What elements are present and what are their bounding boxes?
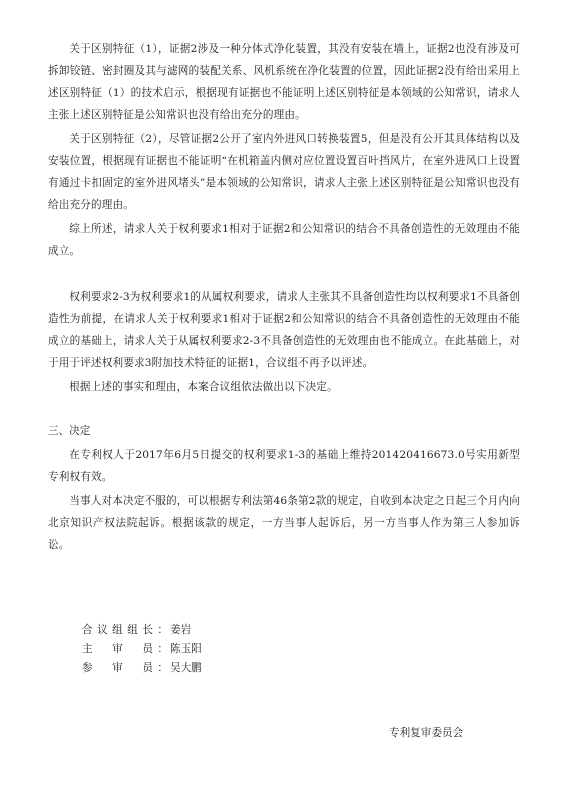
paragraph-distinguishing-feature-1: 关于区别特征（1），证据2涉及一种分体式净化装置，其没有安装在墙上，证据2也没有涉及可拆卸铰链、密封圈及其与滤网的装配关系、风机系统在净化装置的位置，因此证据2没有给出采用上述区别特征（1）的技术启示，根据现有证据也不能证明上述区别特征是本领域的公知常识，请求人主张上述区别特征是公知常识也没有给出充分的理由。 bbox=[48, 43, 520, 121]
panel-role-label: 合议组组长： bbox=[82, 624, 168, 636]
section-heading-decision: 三、决定 bbox=[48, 425, 91, 437]
paragraph-summary-claim-1: 综上所述，请求人关于权利要求1相对于证据2和公知常识的结合不具备创造性的无效理由不能成立。 bbox=[48, 223, 520, 257]
paragraph-decision-basis: 根据上述的事实和理由，本案合议组依法做出以下决定。 bbox=[69, 381, 338, 393]
panel-member-row bbox=[82, 640, 202, 659]
panel-member-name: 姜岩 bbox=[170, 624, 192, 636]
paragraph-decision-maintain: 在专利权人于2017年6月5日提交的权利要求1-3的基础上维持201420416673.0号实用新型专利权有效。 bbox=[48, 449, 520, 483]
panel-member-name: 吴大鹏 bbox=[170, 662, 202, 674]
document-body bbox=[48, 38, 520, 556]
paragraph-appeal-notice: 当事人对本决定不服的，可以根据专利法第46条第2款的规定，自收到本决定之日起三个月内向北京知识产权法院起诉。根据该款的规定，一方当事人起诉后，另一方当事人作为第三人参加诉讼。 bbox=[48, 495, 520, 551]
panel-role-label: 参 审 员： bbox=[82, 662, 168, 674]
paragraph-dependent-claims: 权利要求2-3为权利要求1的从属权利要求，请求人主张其不具备创造性均以权利要求1不具备创造性为前提，在请求人关于权利要求1相对于证据2和公知常识的结合不具备创造性的无效理由不能成立的基础上，请求人关于从属权利要求2-3不具备创造性的无效理由也不能成立。在此基础上，对于用于评述权利要求3附加技术特征的证据1，合议组不再予以评述。 bbox=[48, 291, 520, 369]
paragraph-distinguishing-feature-2: 关于区别特征（2），尽管证据2公开了室内外进风口转换装置5，但是没有公开其具体结构以及安装位置，根据现有证据也不能证明“在机箱盖内侧对应位置设置百叶挡风片，在室外进风口上设置有通过卡扣固定的室外进风堵头”是本领域的公知常识，请求人主张上述区别特征是公知常识也没有给出充分的理由。 bbox=[48, 133, 520, 211]
issuing-organization: 专利复审委员会 bbox=[389, 727, 464, 739]
panel-member-row bbox=[82, 621, 202, 640]
panel-members bbox=[82, 621, 202, 678]
panel-role-label: 主 审 员： bbox=[82, 643, 168, 655]
panel-member-row bbox=[82, 659, 202, 678]
panel-member-name: 陈玉阳 bbox=[170, 643, 202, 655]
